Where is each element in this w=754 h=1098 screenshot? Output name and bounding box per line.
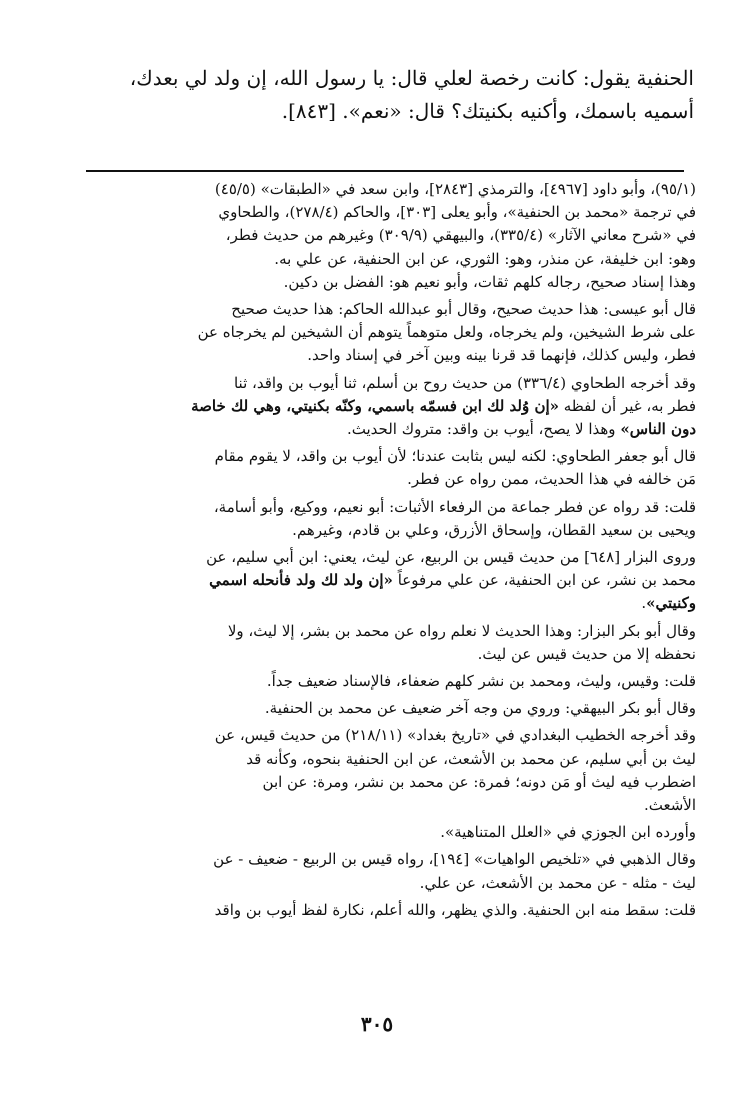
footnote-text: ليث بن أبي سليم، عن محمد بن الأشعث، عن ابن الحنفية بنحوه، وكأنه قد <box>246 749 696 768</box>
main-text <box>78 62 694 128</box>
footnote-line <box>76 298 696 321</box>
footnote-line <box>76 445 696 468</box>
footnote-line <box>76 821 696 844</box>
footnote-line <box>76 697 696 720</box>
footnote-line <box>76 569 696 592</box>
footnote-text: ويحيى بن سعيد القطان، وإسحاق الأزرق، وعلي بن قادم، وغيرهم. <box>292 520 696 539</box>
footnote-text: قال أبو جعفر الطحاوي: لكنه ليس بثابت عندنا؛ لأن أيوب بن واقد، لا يقوم مقام <box>214 447 696 466</box>
footnote-text: وقد أخرجه الطحاوي (٣٣٦/٤) من حديث روح بن أسلم، ثنا أيوب بن واقد، ثنا <box>233 373 696 392</box>
footnote-text: قلت: وقيس، وليث، ومحمد بن نشر كلهم ضعفاء، فالإسناد ضعيف جداً. <box>266 672 696 691</box>
footnote-line <box>76 848 696 871</box>
footnote-text: اضطرب فيه ليث أو مَن دونه؛ فمرة: عن محمد بن نشر، ومرة: عن ابن <box>262 772 696 791</box>
footnote-text: وروى البزار [٦٤٨] من حديث قيس بن الربيع، عن ليث، يعني: ابن أبي سليم، عن <box>206 548 696 567</box>
main-text-line: الحنفية يقول: كانت رخصة لعلي قال: يا رسول الله، إن ولد لي بعدك، <box>129 66 694 90</box>
footnote-text: وقال أبو بكر البيهقي: وروي من وجه آخر ضعيف عن محمد بن الحنفية. <box>264 699 696 718</box>
footnote-line <box>76 372 696 395</box>
footnote-bold-text: وكنيتي» <box>646 594 696 613</box>
footnote-line <box>76 468 696 491</box>
footnote-line <box>76 872 696 895</box>
footnote-text: مَن خالفه في هذا الحديث، ممن رواه عن فطر. <box>407 470 696 489</box>
footnote-text: في «شرح معاني الآثار» (٣٣٥/٤)، والبيهقي (٣٠٩/٩) وغيرهم من حديث فطر، <box>225 226 696 245</box>
footnote-line <box>76 794 696 817</box>
footnote-text: نحفظه إلا من حديث قيس عن ليث. <box>477 644 696 663</box>
footnote-line <box>76 418 696 441</box>
footnote-line <box>76 620 696 643</box>
footnote-text: قال أبو عيسى: هذا حديث صحيح، وقال أبو عبدالله الحاكم: هذا حديث صحيح <box>231 300 696 319</box>
footnote-text: وهذا إسناد صحيح، رجاله كلهم ثقات، وأبو نعيم هو: الفضل بن دكين. <box>283 272 696 291</box>
footnote-text: محمد بن نشر، عن ابن الحنفية، عن علي مرفوعاً <box>392 571 696 590</box>
footnote-line <box>76 344 696 367</box>
footnote-text: (٩٥/١)، وأبو داود [٤٩٦٧]، والترمذي [٢٨٤٣]، وابن سعد في «الطبقات» (٤٥/٥) <box>214 180 696 198</box>
footnote-bold-text: «إن وُلد لك ابن فسمّه باسمي، وكنّه بكنيتي، وهي لك خاصة <box>191 396 559 415</box>
footnote-text: وأورده ابن الجوزي في «العلل المتناهية». <box>440 823 696 842</box>
main-text-line: أسميه باسمك، وأكنيه بكنيتك؟ قال: «نعم». [٨٤٣]. <box>281 99 694 123</box>
footnote-line <box>76 496 696 519</box>
footnote-text: وهو: ابن خليفة، عن منذر، وهو: الثوري، عن ابن الحنفية، عن علي به. <box>274 249 696 268</box>
footnote-text: وقد أخرجه الخطيب البغدادي في «تاريخ بغداد» (٢١٨/١١) من حديث قيس، عن <box>214 726 696 745</box>
footnote-text: وهذا لا يصح، أيوب بن واقد: متروك الحديث. <box>346 420 621 439</box>
footnote-line <box>76 271 696 294</box>
footnote-text: في ترجمة «محمد بن الحنفية»، وأبو يعلى [٣٠٣]، والحاكم (٢٧٨/٤)، والطحاوي <box>218 203 696 222</box>
footnote-text: ليث - مثله - عن محمد بن الأشعث، عن علي. <box>419 873 696 892</box>
footnote-line <box>76 178 696 201</box>
footnote-text: قلت: قد رواه عن فطر جماعة من الرفعاء الأثبات: أبو نعيم، ووكيع، وأبو أسامة، <box>213 497 696 516</box>
footnote-bold-text: دون الناس» <box>620 420 696 439</box>
footnote-text: الأشعث. <box>643 796 696 815</box>
footnote-line <box>76 748 696 771</box>
footnote-line <box>76 395 696 418</box>
footnote-text: فطر به، غير أن لفظه <box>559 396 696 415</box>
footnote-line <box>76 321 696 344</box>
footnotes <box>76 178 696 922</box>
footnote-text: وقال أبو بكر البزار: وهذا الحديث لا نعلم رواه عن محمد بن بشر، إلا ليث، ولا <box>227 621 696 640</box>
footnote-line <box>76 899 696 922</box>
footnote-line <box>76 592 696 615</box>
page-number: ٣٠٥ <box>360 1012 394 1036</box>
footnote-line <box>76 546 696 569</box>
footnote-text: فطر، وليس كذلك، فإنهما قد قرنا بينه وبين آخر في إسناد واحد. <box>307 346 696 365</box>
footnote-line <box>76 670 696 693</box>
footnote-line <box>76 643 696 666</box>
footnote-line <box>76 201 696 224</box>
footnote-line <box>76 724 696 747</box>
footnote-bold-text: «إن ولد لك ولد فأنحله اسمي <box>209 571 393 590</box>
footnote-line <box>76 224 696 247</box>
footnote-separator <box>86 170 684 172</box>
footnote-text: على شرط الشيخين، ولم يخرجاه، ولعل متوهماً يتوهم أن الشيخين لم يخرجاه عن <box>197 323 696 342</box>
footnote-text: قلت: سقط منه ابن الحنفية. والذي يظهر، والله أعلم، نكارة لفظ أيوب بن واقد <box>214 900 696 919</box>
footnote-line <box>76 771 696 794</box>
footnote-line <box>76 519 696 542</box>
footnote-text: وقال الذهبي في «تلخيص الواهيات» [١٩٤]، رواه قيس بن الربيع - ضعيف - عن <box>213 850 696 869</box>
footnote-text: . <box>641 594 647 613</box>
footnote-line <box>76 248 696 271</box>
